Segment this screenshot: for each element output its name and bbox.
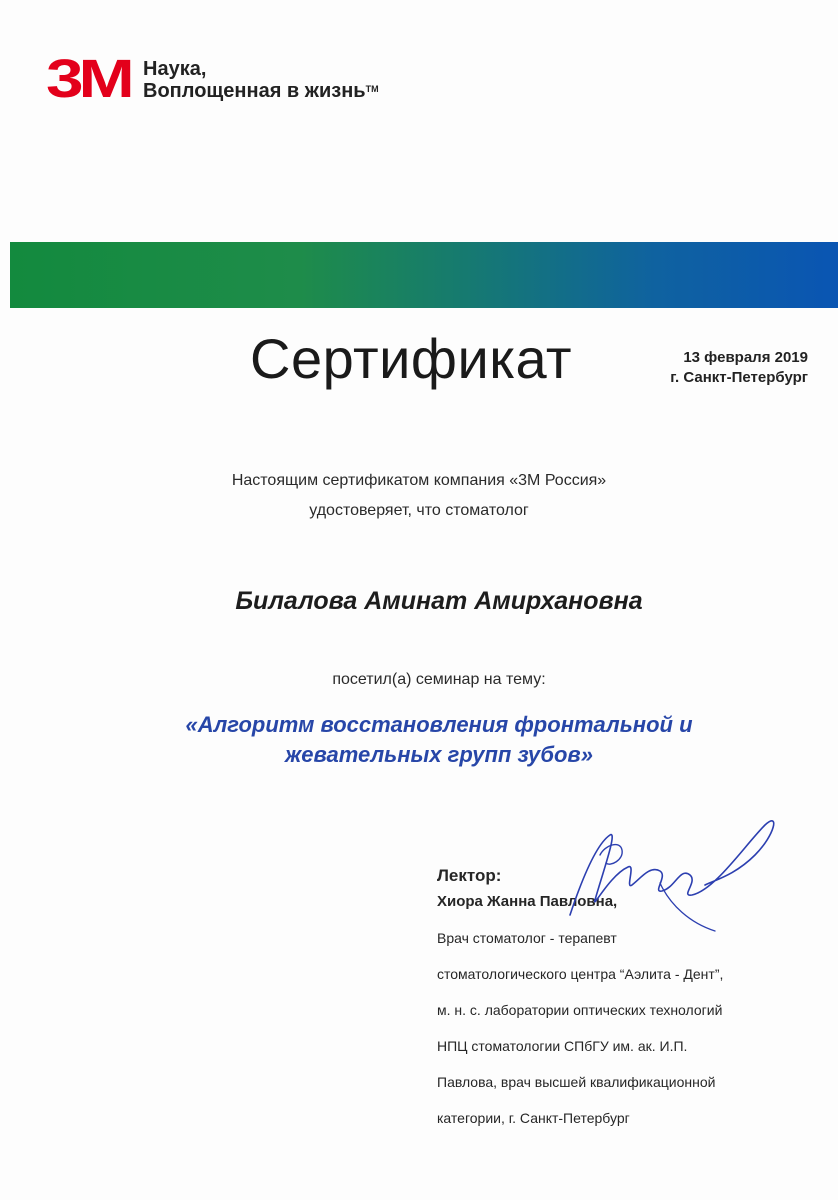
certificate-date: 13 февраля 2019 (683, 349, 808, 366)
intro-line-2: удостоверяет, что стоматолог (309, 502, 529, 519)
lecturer-name: Хиора Жанна Павловна, (437, 893, 618, 910)
intro-line-1: Настоящим сертификатом компания «3М Россия» (231, 472, 607, 489)
certificate-title: Сертификат (250, 327, 573, 390)
lecturer-desc-line: Врач стоматолог - терапевт (437, 930, 617, 946)
seminar-topic (0, 710, 838, 770)
lecturer-desc-line: НПЦ стоматологии СПбГУ им. ак. И.П. (437, 1038, 688, 1054)
signature-stroke (570, 821, 774, 915)
lecturer-desc-line: м. н. с. лаборатории оптических технологий (437, 1002, 723, 1018)
lecturer-description (437, 911, 817, 1145)
logo-slogan (143, 58, 379, 102)
topic-line-1: «Алгоритм восстановления фронтальной и (185, 712, 693, 737)
lecturer-desc-line: стоматологического центра “Аэлита - Дент”, (437, 966, 724, 982)
signature-stroke (660, 883, 715, 931)
lecturer-label: Лектор: (437, 866, 502, 885)
certificate-city: г. Санкт-Петербург (670, 369, 808, 386)
recipient-name: Билалова Аминат Амирхановна (235, 587, 643, 615)
lecturer-desc-line: категории, г. Санкт-Петербург (437, 1110, 630, 1126)
intro-text (0, 466, 838, 526)
logo-slogan-line2 (143, 80, 379, 102)
lecturer-desc-line: Павлова, врач высшей квалификационной (437, 1074, 716, 1090)
trademark-sign: TM (365, 84, 379, 94)
gradient-band (10, 242, 838, 308)
logo-mark: 3M (46, 49, 130, 109)
attended-text: посетил(а) семинар на тему: (332, 671, 546, 688)
lecturer-signature (540, 805, 790, 935)
company-logo (46, 49, 379, 109)
date-place (670, 348, 808, 388)
topic-line-2: жевательных групп зубов» (285, 742, 593, 767)
logo-slogan-line1: Наука, (143, 58, 207, 80)
logo-slogan-line2-text: Воплощенная в жизнь (143, 80, 366, 102)
